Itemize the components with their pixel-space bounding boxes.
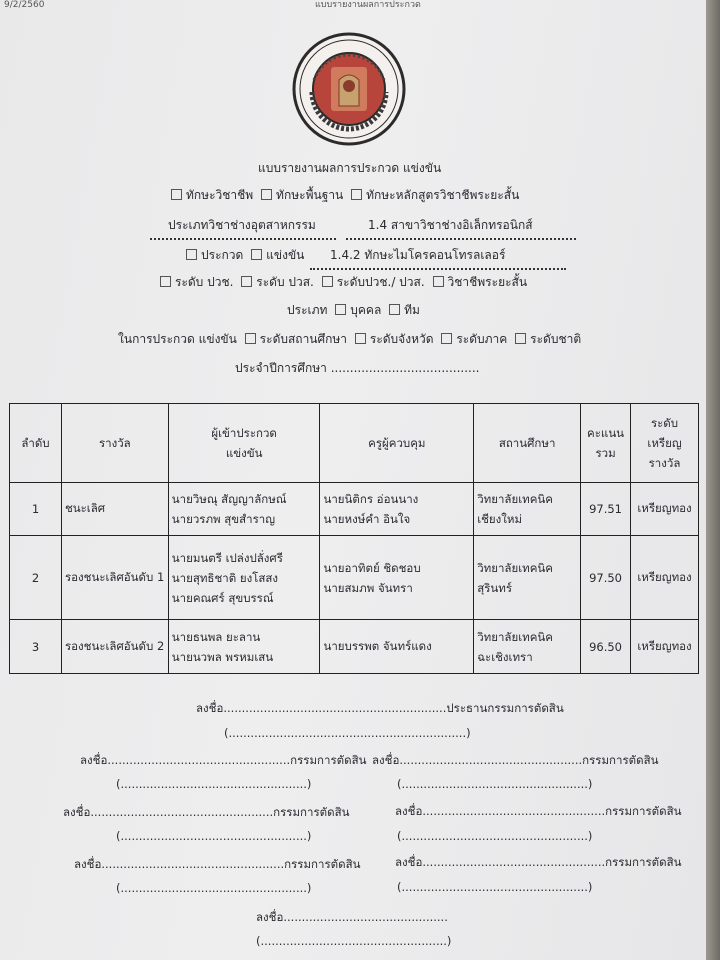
competition-level-label: ในการประกวด แข่งขัน bbox=[118, 332, 237, 346]
checkbox-label: ประกวด bbox=[201, 248, 244, 262]
cell-rank: 2 bbox=[10, 536, 62, 620]
checkbox-competition[interactable] bbox=[251, 249, 262, 260]
cell-medal: เหรียญทอง bbox=[631, 536, 699, 620]
cell-award: ชนะเลิศ bbox=[61, 483, 168, 536]
signature-committee-6[interactable]: ลงชื่อ..................................................กรรมการตัดสิน bbox=[395, 855, 682, 869]
checkbox-level-pvc[interactable] bbox=[160, 276, 171, 287]
academic-year-row bbox=[235, 359, 479, 378]
results-table bbox=[9, 403, 699, 674]
signature-chairman[interactable]: ลงชื่อ.............................................................ประธานกรรมการตัดสิน bbox=[196, 701, 564, 715]
checkbox-label: ระดับ ปวช. bbox=[175, 275, 234, 289]
cell-supervisors: นายนิติกร อ่อนนาง นายหงษ์คำ อินใจ bbox=[320, 483, 474, 536]
name-blank-committee-1[interactable]: (...................................................) bbox=[116, 777, 312, 791]
level-row bbox=[160, 273, 527, 292]
page-edge-shadow bbox=[706, 0, 720, 960]
signature-committee-4[interactable]: ลงชื่อ..................................................กรรมการตัดสิน bbox=[395, 804, 682, 818]
cell-institution: วิทยาลัยเทคนิค ฉะเชิงเทรา bbox=[474, 620, 581, 674]
academic-year-label: ประจำปีการศึกษา bbox=[235, 361, 327, 375]
checkbox-label: แข่งขัน bbox=[266, 248, 305, 262]
col-header-supervisor: ครูผู้ควบคุม bbox=[320, 404, 474, 483]
cell-supervisors: นายบรรพต จันทร์แดง bbox=[320, 620, 474, 674]
checkbox-label: บุคคล bbox=[350, 303, 382, 317]
checkbox-province-level[interactable] bbox=[355, 333, 366, 344]
table-header-row bbox=[10, 404, 699, 483]
cell-supervisors: นายอาทิตย์ ชิดชอบ นายสมภพ จันทรา bbox=[320, 536, 474, 620]
name-blank-committee-4[interactable]: (...................................................) bbox=[397, 829, 593, 843]
checkbox-label: ทีม bbox=[404, 303, 420, 317]
name-blank-committee-2[interactable]: (...................................................) bbox=[397, 777, 593, 791]
checkbox-label: ระดับสถานศึกษา bbox=[259, 332, 348, 346]
name-blank-secretary[interactable]: (...................................................) bbox=[256, 934, 452, 948]
table-row bbox=[10, 483, 699, 536]
col-header-medal-level: ระดับ เหรียญ รางวัล bbox=[631, 404, 699, 483]
print-header: แบบรายงานผลการประกวด bbox=[315, 0, 421, 10]
cell-contestants: นายธนพล ยะลาน นายนวพล พรหมเสน bbox=[168, 620, 320, 674]
skill-type-row bbox=[171, 186, 519, 205]
cell-contestants: นายมนตรี เปล่งปลั่งศรี นายสุทธิชาติ ยงโสสง นายคณศร์ สุขบรรณ์ bbox=[168, 536, 320, 620]
col-header-contestant: ผู้เข้าประกวด แข่งขัน bbox=[168, 404, 320, 483]
cell-medal: เหรียญทอง bbox=[631, 620, 699, 674]
checkbox-label: ระดับชาติ bbox=[530, 332, 582, 346]
checkbox-label: ทักษะวิชาชีพ bbox=[186, 188, 254, 202]
cell-score: 97.51 bbox=[581, 483, 631, 536]
microcontroller-skill-field: 1.4.2 ทักษะไมโครคอนโทรลเลอร์ bbox=[310, 246, 566, 270]
vocational-education-commission-seal bbox=[292, 32, 406, 146]
cell-award: รองชนะเลิศอันดับ 1 bbox=[61, 536, 168, 620]
checkbox-label: ระดับ ปวส. bbox=[256, 275, 314, 289]
name-blank-committee-5[interactable]: (...................................................) bbox=[116, 881, 312, 895]
print-date: 9/2/2560 bbox=[4, 0, 45, 10]
checkbox-institution-level[interactable] bbox=[245, 333, 256, 344]
col-header-total-score: คะแนน รวม bbox=[581, 404, 631, 483]
signature-committee-1[interactable]: ลงชื่อ..................................................กรรมการตัดสิน bbox=[80, 753, 367, 767]
signature-secretary[interactable]: ลงชื่อ............................................. bbox=[256, 910, 448, 924]
cell-contestants: นายวิษณุ สัญญาลักษณ์ นายวรภพ สุขสำราญ bbox=[168, 483, 320, 536]
cell-rank: 1 bbox=[10, 483, 62, 536]
cell-institution: วิทยาลัยเทคนิค เชียงใหม่ bbox=[474, 483, 581, 536]
competition-level-row bbox=[118, 330, 581, 349]
academic-year-blank[interactable]: ....................................... bbox=[330, 361, 480, 375]
table-row bbox=[10, 620, 699, 674]
name-blank-committee-3[interactable]: (...................................................) bbox=[116, 829, 312, 843]
contest-kind-row bbox=[186, 246, 304, 265]
checkbox-team[interactable] bbox=[389, 304, 400, 315]
electronics-branch-field: 1.4 สาขาวิชาช่างอิเล็กทรอนิกส์ bbox=[346, 216, 576, 240]
cell-rank: 3 bbox=[10, 620, 62, 674]
checkbox-label: ระดับจังหวัด bbox=[369, 332, 434, 346]
cell-score: 97.50 bbox=[581, 536, 631, 620]
col-header-institution: สถานศึกษา bbox=[474, 404, 581, 483]
cell-institution: วิทยาลัยเทคนิค สุรินทร์ bbox=[474, 536, 581, 620]
checkbox-vocational-skill[interactable] bbox=[171, 189, 182, 200]
checkbox-level-pvc-pvs[interactable] bbox=[322, 276, 333, 287]
checkbox-label: ระดับภาค bbox=[456, 332, 508, 346]
participant-type-row bbox=[287, 301, 420, 320]
signature-committee-5[interactable]: ลงชื่อ..................................................กรรมการตัดสิน bbox=[74, 857, 361, 871]
industry-type-field: ประเภทวิชาช่างอุตสาหกรรม bbox=[150, 216, 336, 240]
col-header-rank: ลำดับ bbox=[10, 404, 62, 483]
signature-committee-2[interactable]: ลงชื่อ..................................................กรรมการตัดสิน bbox=[372, 753, 659, 767]
checkbox-individual[interactable] bbox=[335, 304, 346, 315]
checkbox-level-short-course[interactable] bbox=[433, 276, 444, 287]
checkbox-label: วิชาชีพระยะสั้น bbox=[447, 275, 528, 289]
checkbox-label: ระดับปวช./ ปวส. bbox=[336, 275, 425, 289]
checkbox-level-pvs[interactable] bbox=[241, 276, 252, 287]
cell-score: 96.50 bbox=[581, 620, 631, 674]
cell-award: รองชนะเลิศอันดับ 2 bbox=[61, 620, 168, 674]
name-blank-chairman[interactable]: (.................................................................) bbox=[224, 726, 471, 740]
col-header-award: รางวัล bbox=[61, 404, 168, 483]
checkbox-national-level[interactable] bbox=[515, 333, 526, 344]
checkbox-short-course-skill[interactable] bbox=[351, 189, 362, 200]
checkbox-label: ทักษะหลักสูตรวิชาชีพระยะสั้น bbox=[366, 188, 520, 202]
cell-medal: เหรียญทอง bbox=[631, 483, 699, 536]
participant-type-label: ประเภท bbox=[287, 303, 328, 317]
checkbox-label: ทักษะพื้นฐาน bbox=[276, 188, 344, 202]
name-blank-committee-6[interactable]: (...................................................) bbox=[397, 880, 593, 894]
checkbox-contest[interactable] bbox=[186, 249, 197, 260]
checkbox-basic-skill[interactable] bbox=[261, 189, 272, 200]
checkbox-region-level[interactable] bbox=[441, 333, 452, 344]
table-row bbox=[10, 536, 699, 620]
signature-committee-3[interactable]: ลงชื่อ..................................................กรรมการตัดสิน bbox=[63, 805, 350, 819]
form-title: แบบรายงานผลการประกวด แข่งขัน bbox=[258, 161, 442, 175]
